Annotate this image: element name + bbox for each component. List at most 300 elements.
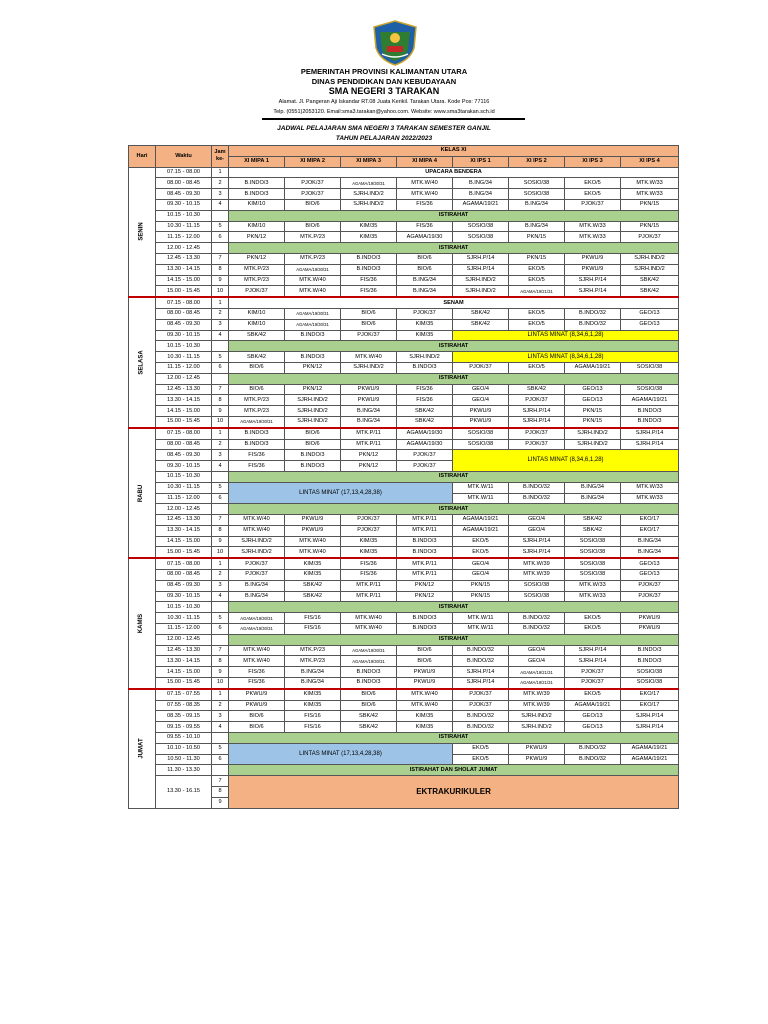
subject-cell: B.ING/34 — [621, 536, 679, 547]
subject-cell: B.INDO/3 — [341, 264, 397, 275]
subject-cell: GEO/4 — [453, 395, 509, 406]
school-name: SMA NEGERI 3 TARAKAN — [328, 86, 440, 96]
subject-cell: PKN/15 — [509, 253, 565, 264]
subject-cell: SJRH.IND/2 — [285, 416, 341, 427]
subject-cell: SJRH.IND/2 — [565, 439, 621, 450]
subject-cell: MTK.P/23 — [229, 406, 285, 417]
table-row — [129, 656, 679, 667]
table-row — [129, 210, 679, 221]
subject-cell: B.ING/34 — [565, 493, 621, 504]
subject-cell: B.ING/34 — [397, 275, 453, 286]
subject-cell: MTK.W/40 — [285, 286, 341, 297]
subject-cell: SJRH.P/14 — [565, 286, 621, 297]
subject-cell: MTK.P/23 — [229, 395, 285, 406]
time-cell: 10.30 - 11.15 — [156, 352, 212, 363]
subject-cell: B.ING/34 — [285, 667, 341, 678]
time-cell: 08.00 - 08.45 — [156, 570, 212, 581]
period-cell: 1 — [212, 297, 229, 308]
time-cell: 12.00 - 12.45 — [156, 634, 212, 645]
table-row — [129, 199, 679, 210]
subject-cell: GEO/13 — [565, 722, 621, 733]
subject-cell: PJOK/37 — [509, 439, 565, 450]
table-row — [129, 189, 679, 200]
period-cell — [212, 602, 229, 613]
subject-cell: SJRH.IND/2 — [453, 275, 509, 286]
subject-cell: MTK.W/39 — [509, 570, 565, 581]
time-cell: 10.10 - 10.50 — [156, 743, 212, 754]
table-row — [129, 471, 679, 482]
subject-cell: B.ING/34 — [509, 199, 565, 210]
subject-cell: PJOK/37 — [397, 308, 453, 319]
table-row — [129, 416, 679, 427]
subject-cell: EKO/5 — [565, 189, 621, 200]
table-row — [129, 700, 679, 711]
lintas-minat-block: LINTAS MINAT (8,34,6,1,28) — [453, 352, 679, 363]
subject-cell: EKO/5 — [509, 362, 565, 373]
table-row — [129, 330, 679, 341]
table-row — [129, 297, 679, 308]
subject-cell: PKN/12 — [341, 461, 397, 472]
subject-cell: PKN/12 — [397, 591, 453, 602]
subject-cell: KIM/35 — [397, 722, 453, 733]
subject-cell: PKWU/9 — [509, 743, 565, 754]
subject-cell: MTK.P/11 — [341, 428, 397, 439]
period-cell: 8 — [212, 264, 229, 275]
period-cell: 2 — [212, 570, 229, 581]
table-row — [129, 678, 679, 689]
subject-cell: PKN/12 — [285, 362, 341, 373]
table-row — [129, 352, 679, 363]
subject-cell: PJOK/37 — [397, 450, 453, 461]
subject-cell: PJOK/37 — [453, 689, 509, 700]
time-cell: 09.30 - 10.15 — [156, 591, 212, 602]
subject-cell: EKO/17 — [621, 689, 679, 700]
time-cell: 12.45 - 13.30 — [156, 645, 212, 656]
period-cell: 6 — [212, 493, 229, 504]
period-cell: 8 — [212, 656, 229, 667]
table-row — [129, 384, 679, 395]
subject-cell: B.INDO/32 — [509, 482, 565, 493]
subject-cell: FIS/36 — [229, 461, 285, 472]
subject-cell: B.ING/34 — [621, 547, 679, 558]
subject-cell: BIO/6 — [397, 656, 453, 667]
period-cell: 5 — [212, 352, 229, 363]
subject-cell: PKWU/9 — [565, 264, 621, 275]
table-row — [129, 286, 679, 297]
subject-cell: PKN/15 — [453, 580, 509, 591]
subject-cell: SBK/42 — [397, 406, 453, 417]
header-waktu: Waktu — [156, 146, 212, 168]
period-cell: 5 — [212, 482, 229, 493]
subject-cell: MTK.P/23 — [285, 232, 341, 243]
subject-cell: MTK.W/40 — [341, 613, 397, 624]
time-cell: 08.45 - 09.30 — [156, 319, 212, 330]
subject-cell: BIO/6 — [229, 722, 285, 733]
subject-cell: B.INDO/3 — [397, 547, 453, 558]
day-cell — [129, 558, 156, 689]
period-cell: 10 — [212, 416, 229, 427]
merged-row-label: ISTIRAHAT — [229, 373, 679, 384]
subject-cell: KIM/35 — [285, 689, 341, 700]
subject-cell: SBK/42 — [285, 591, 341, 602]
subject-cell: PJOK/37 — [509, 428, 565, 439]
period-cell: 3 — [212, 189, 229, 200]
document-subtitle: TAHUN PELAJARAN 2022/2023 — [335, 135, 433, 142]
time-cell: 10.15 - 10.30 — [156, 471, 212, 482]
subject-cell: AGAMA/19/30/31 — [229, 613, 285, 624]
subject-cell: PKN/12 — [285, 384, 341, 395]
period-cell — [212, 471, 229, 482]
merged-row-label: ISTIRAHAT — [229, 504, 679, 515]
period-cell: 1 — [212, 558, 229, 569]
subject-cell: SJRH.P/14 — [453, 678, 509, 689]
subject-cell: PJOK/37 — [565, 678, 621, 689]
subject-cell: MTK.W/40 — [397, 189, 453, 200]
table-row — [129, 395, 679, 406]
subject-cell: AGAMA/19/21/31 — [509, 667, 565, 678]
subject-cell: MTK.P/11 — [341, 439, 397, 450]
time-cell: 10.30 - 11.15 — [156, 221, 212, 232]
time-cell: 15.00 - 15.45 — [156, 678, 212, 689]
subject-cell: MTK.W/33 — [565, 221, 621, 232]
period-cell: 2 — [212, 308, 229, 319]
day-label: JUMAT — [138, 738, 145, 759]
subject-cell: BIO/6 — [341, 700, 397, 711]
table-row — [129, 733, 679, 744]
time-cell: 10.15 - 10.30 — [156, 341, 212, 352]
subject-cell: EKO/17 — [621, 515, 679, 526]
subject-cell: MTK.P/11 — [397, 515, 453, 526]
subject-cell: SBK/42 — [397, 416, 453, 427]
subject-cell: AGAMA/19/21 — [565, 700, 621, 711]
subject-cell: B.ING/34 — [341, 416, 397, 427]
period-cell — [212, 243, 229, 254]
subject-cell: FIS/36 — [397, 384, 453, 395]
subject-cell: SJRH.P/14 — [509, 416, 565, 427]
subject-cell: AGAMA/19/21 — [621, 395, 679, 406]
day-label: RABU — [138, 484, 145, 502]
subject-cell: PJOK/37 — [453, 700, 509, 711]
subject-cell: EKO/5 — [453, 743, 509, 754]
period-cell: 1 — [212, 689, 229, 700]
subject-cell: MTK.P/11 — [341, 591, 397, 602]
subject-cell: PJOK/37 — [341, 525, 397, 536]
lintas-minat-block: LINTAS MINAT (8,34,6,1,28) — [453, 330, 679, 341]
subject-cell: B.INDO/3 — [285, 352, 341, 363]
subject-cell: FIS/36 — [229, 678, 285, 689]
table-row — [129, 341, 679, 352]
period-cell: 8 — [212, 525, 229, 536]
table-row — [129, 570, 679, 581]
table-row — [129, 264, 679, 275]
subject-cell: SJRH.IND/2 — [341, 199, 397, 210]
subject-cell: FIS/36 — [397, 395, 453, 406]
table-row — [129, 232, 679, 243]
time-cell: 12.45 - 13.30 — [156, 515, 212, 526]
subject-cell: PJOK/37 — [453, 362, 509, 373]
subject-cell: SOSIO/38 — [453, 221, 509, 232]
subject-cell: FIS/16 — [285, 613, 341, 624]
subject-cell: EKO/5 — [453, 536, 509, 547]
subject-cell: MTK.W/40 — [341, 352, 397, 363]
subject-cell: FIS/36 — [341, 286, 397, 297]
table-row — [129, 580, 679, 591]
subject-cell: MTK.W/11 — [453, 482, 509, 493]
subject-cell: PKWU/9 — [453, 406, 509, 417]
subject-cell: MTK.P/11 — [397, 525, 453, 536]
subject-cell: B.INDO/3 — [229, 439, 285, 450]
day-label: SENIN — [138, 222, 145, 242]
subject-cell: AGAMA/19/30 — [397, 232, 453, 243]
subject-cell: SJRH.IND/2 — [229, 547, 285, 558]
period-cell: 6 — [212, 362, 229, 373]
school-address: Alamat. Jl. Pangeran Aji Iskandar RT.08 Juata Kerikil. Tarakan Utara. Kode Pos: 77116 — [278, 99, 490, 105]
table-row — [129, 536, 679, 547]
subject-cell: AGAMA/19/21 — [621, 754, 679, 765]
period-cell: 7 — [212, 384, 229, 395]
subject-cell: PKWU/9 — [285, 525, 341, 536]
class-header: XI MIPA 4 — [397, 156, 453, 167]
extracurricular-block: EKTRAKURIKULER — [229, 776, 679, 808]
time-cell: 08.35 - 09.15 — [156, 711, 212, 722]
subject-cell: PJOK/37 — [565, 667, 621, 678]
period-cell: 4 — [212, 461, 229, 472]
subject-cell: SOSIO/38 — [453, 428, 509, 439]
subject-cell: EKO/5 — [565, 689, 621, 700]
time-cell: 08.45 - 09.30 — [156, 580, 212, 591]
period-cell: 8 — [212, 787, 229, 798]
subject-cell: SJRH.P/14 — [565, 275, 621, 286]
time-cell: 07.15 - 07.55 — [156, 689, 212, 700]
subject-cell: PJOK/37 — [341, 515, 397, 526]
table-row — [129, 613, 679, 624]
table-row — [129, 558, 679, 569]
table-row — [129, 776, 679, 787]
subject-cell: MTK.P/11 — [397, 570, 453, 581]
subject-cell: MTK.W/40 — [285, 275, 341, 286]
subject-cell: B.INDO/3 — [621, 406, 679, 417]
subject-cell: FIS/36 — [397, 199, 453, 210]
subject-cell: SOSIO/38 — [565, 536, 621, 547]
subject-cell: AGAMA/19/21/31 — [509, 678, 565, 689]
subject-cell: SOSIO/38 — [509, 591, 565, 602]
subject-cell: BIO/6 — [285, 428, 341, 439]
subject-cell: B.INDO/32 — [509, 613, 565, 624]
subject-cell: MTK.P/11 — [341, 580, 397, 591]
class-header: XI IPS 1 — [453, 156, 509, 167]
merged-row-label: ISTIRAHAT — [229, 733, 679, 744]
subject-cell: B.INDO/32 — [453, 645, 509, 656]
subject-cell: KIM/10 — [229, 308, 285, 319]
period-cell — [212, 504, 229, 515]
subject-cell: PJOK/37 — [621, 580, 679, 591]
subject-cell: SBK/42 — [621, 286, 679, 297]
subject-cell: B.INDO/32 — [453, 656, 509, 667]
subject-cell: MTK.P/23 — [285, 253, 341, 264]
subject-cell: B.INDO/3 — [397, 613, 453, 624]
subject-cell: PKN/15 — [565, 406, 621, 417]
subject-cell: SJRH.IND/2 — [285, 406, 341, 417]
subject-cell: B.INDO/3 — [621, 656, 679, 667]
subject-cell: GEO/4 — [509, 525, 565, 536]
subject-cell: SOSIO/38 — [621, 678, 679, 689]
document-title: JADWAL PELAJARAN SMA NEGERI 3 TARAKAN SEMESTER GANJIL — [277, 125, 491, 132]
time-cell: 07.15 - 08.00 — [156, 558, 212, 569]
day-cell — [129, 297, 156, 428]
table-row — [129, 743, 679, 754]
time-cell: 09.30 - 10.15 — [156, 461, 212, 472]
subject-cell: AGAMA/19/30/31 — [285, 308, 341, 319]
time-cell: 12.45 - 13.30 — [156, 384, 212, 395]
period-cell: 5 — [212, 221, 229, 232]
subject-cell: SJRH.P/14 — [621, 428, 679, 439]
subject-cell: MTK.W/33 — [621, 482, 679, 493]
subject-cell: MTK.W/40 — [285, 536, 341, 547]
period-cell: 10 — [212, 547, 229, 558]
subject-cell: BIO/6 — [397, 645, 453, 656]
period-cell: 9 — [212, 406, 229, 417]
subject-cell: MTK.W/40 — [285, 547, 341, 558]
subject-cell: B.INDO/3 — [229, 178, 285, 189]
table-row — [129, 525, 679, 536]
subject-cell: SJRH.P/14 — [509, 536, 565, 547]
subject-cell: SOSIO/38 — [621, 384, 679, 395]
subject-cell: KIM/35 — [285, 570, 341, 581]
time-cell: 07.15 - 08.00 — [156, 297, 212, 308]
subject-cell: BIO/6 — [285, 199, 341, 210]
class-header: XI IPS 4 — [621, 156, 679, 167]
merged-row-label: ISTIRAHAT — [229, 243, 679, 254]
period-cell: 2 — [212, 178, 229, 189]
subject-cell: PKN/15 — [621, 221, 679, 232]
day-cell — [129, 689, 156, 808]
table-row — [129, 515, 679, 526]
subject-cell: BIO/6 — [229, 711, 285, 722]
subject-cell: PJOK/37 — [229, 558, 285, 569]
day-label: SELASA — [138, 350, 145, 375]
table-row — [129, 765, 679, 776]
subject-cell: SBK/42 — [341, 722, 397, 733]
letterhead-divider — [262, 118, 525, 120]
time-cell: 12.00 - 12.45 — [156, 243, 212, 254]
table-row — [129, 308, 679, 319]
subject-cell: EKO/5 — [565, 613, 621, 624]
time-cell: 09.30 - 10.15 — [156, 199, 212, 210]
time-cell: 15.00 - 15.45 — [156, 547, 212, 558]
subject-cell: SBK/42 — [285, 580, 341, 591]
subject-cell: GEO/4 — [453, 384, 509, 395]
merged-row-label: ISTIRAHAT — [229, 210, 679, 221]
subject-cell: KIM/35 — [341, 221, 397, 232]
subject-cell: PKWU/9 — [229, 689, 285, 700]
period-cell: 8 — [212, 395, 229, 406]
table-row — [129, 591, 679, 602]
table-row — [129, 711, 679, 722]
subject-cell: SJRH.P/14 — [453, 253, 509, 264]
subject-cell: MTK.W/40 — [397, 178, 453, 189]
period-cell: 7 — [212, 776, 229, 787]
subject-cell: SOSIO/38 — [453, 439, 509, 450]
subject-cell: B.INDO/3 — [229, 189, 285, 200]
subject-cell: SJRH.P/14 — [565, 656, 621, 667]
subject-cell: SBK/42 — [453, 319, 509, 330]
time-cell: 10.30 - 11.15 — [156, 482, 212, 493]
subject-cell: B.ING/34 — [565, 482, 621, 493]
subject-cell: SBK/42 — [621, 275, 679, 286]
subject-cell: SOSIO/38 — [509, 178, 565, 189]
merged-row-label: ISTIRAHAT — [229, 471, 679, 482]
class-header: XI MIPA 1 — [229, 156, 285, 167]
subject-cell: EKO/5 — [565, 178, 621, 189]
subject-cell: B.INDO/3 — [285, 450, 341, 461]
subject-cell: SJRH.IND/2 — [341, 362, 397, 373]
period-cell: 10 — [212, 678, 229, 689]
province-emblem-icon — [370, 20, 420, 66]
subject-cell: PKN/12 — [397, 580, 453, 591]
period-cell: 4 — [212, 591, 229, 602]
subject-cell: B.ING/34 — [397, 286, 453, 297]
subject-cell: MTK.W/40 — [397, 700, 453, 711]
subject-cell: B.INDO/32 — [453, 722, 509, 733]
subject-cell: SOSIO/38 — [565, 547, 621, 558]
time-cell: 14.15 - 15.00 — [156, 275, 212, 286]
subject-cell: AGAMA/19/21 — [621, 743, 679, 754]
header-jam: Jam ke- — [212, 146, 229, 168]
subject-cell: B.INDO/3 — [229, 428, 285, 439]
subject-cell: SBK/42 — [341, 711, 397, 722]
subject-cell: PKN/12 — [229, 232, 285, 243]
subject-cell: KIM/35 — [397, 711, 453, 722]
table-row — [129, 221, 679, 232]
subject-cell: AGAMA/19/30/31 — [341, 178, 397, 189]
table-row — [129, 482, 679, 493]
time-cell: 09.55 - 10.10 — [156, 733, 212, 744]
table-row — [129, 645, 679, 656]
period-cell: 5 — [212, 743, 229, 754]
table-row — [129, 167, 679, 178]
table-row — [129, 450, 679, 461]
subject-cell: MTK.P/23 — [229, 264, 285, 275]
subject-cell: KIM/10 — [229, 319, 285, 330]
subject-cell: EKO/5 — [509, 319, 565, 330]
table-row — [129, 362, 679, 373]
lintas-minat-block: LINTAS MINAT (17,13,4,28,38) — [229, 743, 453, 765]
subject-cell: B.INDO/3 — [341, 667, 397, 678]
subject-cell: MTK.W/39 — [509, 558, 565, 569]
subject-cell: B.INDO/32 — [565, 308, 621, 319]
subject-cell: B.INDO/3 — [285, 330, 341, 341]
subject-cell: MTK.W/40 — [397, 689, 453, 700]
period-cell: 5 — [212, 613, 229, 624]
subject-cell: B.INDO/32 — [453, 711, 509, 722]
table-row — [129, 439, 679, 450]
subject-cell: B.INDO/32 — [509, 624, 565, 635]
subject-cell: B.ING/34 — [285, 678, 341, 689]
period-cell: 9 — [212, 536, 229, 547]
subject-cell: AGAMA/19/21 — [453, 525, 509, 536]
subject-cell: KIM/35 — [341, 536, 397, 547]
subject-cell: SJRH.P/14 — [509, 547, 565, 558]
time-cell: 11.30 - 13.30 — [156, 765, 212, 776]
time-cell: 11.15 - 12.00 — [156, 624, 212, 635]
subject-cell: PJOK/37 — [397, 461, 453, 472]
subject-cell: SBK/42 — [509, 384, 565, 395]
table-row — [129, 428, 679, 439]
subject-cell: EKO/5 — [509, 308, 565, 319]
period-cell: 4 — [212, 722, 229, 733]
class-header: XI MIPA 2 — [285, 156, 341, 167]
subject-cell: MTK.P/11 — [397, 558, 453, 569]
